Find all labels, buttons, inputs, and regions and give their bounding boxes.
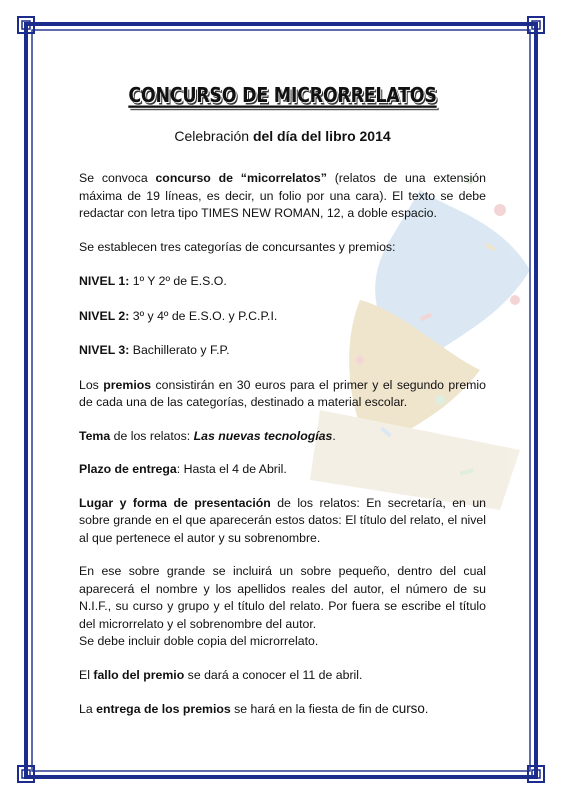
delivery-line — [79, 700, 486, 719]
verdict-text-1: El — [79, 667, 94, 682]
place-label: Lugar y forma de presentación — [79, 495, 271, 510]
theme-value: Las nuevas tecnologías — [193, 428, 333, 443]
prizes-paragraph — [79, 377, 486, 412]
prizes-text-2: consistirán en 30 euros para el primer y el segundo premio de cada una de las categorías, destinado a material escolar. — [79, 377, 486, 409]
delivery-text-2: se hará en la fiesta de fin de — [230, 702, 393, 716]
level-2-label: NIVEL 2: — [79, 308, 130, 323]
prizes-bold: premios — [103, 377, 152, 392]
intro-bold: concurso de “micorrelatos” — [155, 171, 327, 185]
delivery-text-1: La — [79, 702, 97, 716]
page-title: CONCURSO DE MICRORRELATOS — [128, 84, 437, 108]
level-2 — [79, 308, 486, 326]
delivery-big: curso — [392, 701, 425, 716]
subtitle-normal: Celebración — [174, 128, 253, 144]
categories-intro: Se establecen tres categorías de concursantes y premios: — [79, 239, 396, 254]
level-3 — [79, 342, 486, 360]
level-3-text: Bachillerato y F.P. — [129, 343, 230, 357]
level-1 — [79, 273, 486, 291]
document-body — [79, 82, 486, 719]
theme-label: Tema — [79, 428, 111, 443]
delivery-end: . — [424, 702, 429, 716]
deadline-line — [79, 461, 486, 479]
intro-text-1: Se convoca — [79, 171, 156, 185]
envelope-note: Se debe incluir doble copia del microrrelato. — [79, 634, 319, 648]
envelope-text: En ese sobre grande se incluirá un sobre pequeño, dentro del cual aparecerá el nombre y los apellidos reales del autor, el número de su N.I.F., su curso y grupo y el título del relato. Por fuera se escribe el título del microrrelato y el sobrenombre del autor. — [79, 564, 486, 631]
verdict-text-2: se dará a conocer el 11 de abril. — [184, 667, 363, 682]
place-text: de los relatos: En secretaría, en un sobre grande en el que aparecerán estos datos: El título del relato, el nivel al que pertenece el autor y su sobrenombre. — [79, 495, 486, 545]
place-paragraph — [79, 495, 486, 548]
deadline-text: : Hasta el 4 de Abril. — [176, 462, 287, 476]
delivery-bold: entrega de los premios — [96, 702, 231, 716]
verdict-line — [79, 667, 486, 685]
subtitle-bold: del día del libro 2014 — [252, 128, 391, 144]
deadline-label: Plazo de entrega — [79, 462, 177, 476]
theme-end: . — [332, 428, 336, 443]
prizes-text-1: Los — [79, 377, 104, 392]
level-1-text: 1º Y 2º de E.S.O. — [129, 274, 227, 288]
level-3-label: NIVEL 3: — [79, 343, 130, 357]
subtitle — [79, 128, 486, 144]
theme-text: de los relatos: — [110, 428, 194, 443]
intro-paragraph — [79, 170, 486, 223]
level-2-text: 3º y 4º de E.S.O. y P.C.P.I. — [129, 308, 278, 323]
envelope-paragraph — [79, 563, 486, 633]
intro-text-2: (relatos de una extensión máxima de 19 líneas, es decir, un folio por una cara). El texto se debe redactar con letra tipo TIMES NEW ROMAN, 12, a doble espacio. — [79, 171, 486, 220]
verdict-bold: fallo del premio — [93, 667, 185, 682]
level-1-label: NIVEL 1: — [79, 274, 130, 288]
theme-line — [79, 428, 486, 446]
